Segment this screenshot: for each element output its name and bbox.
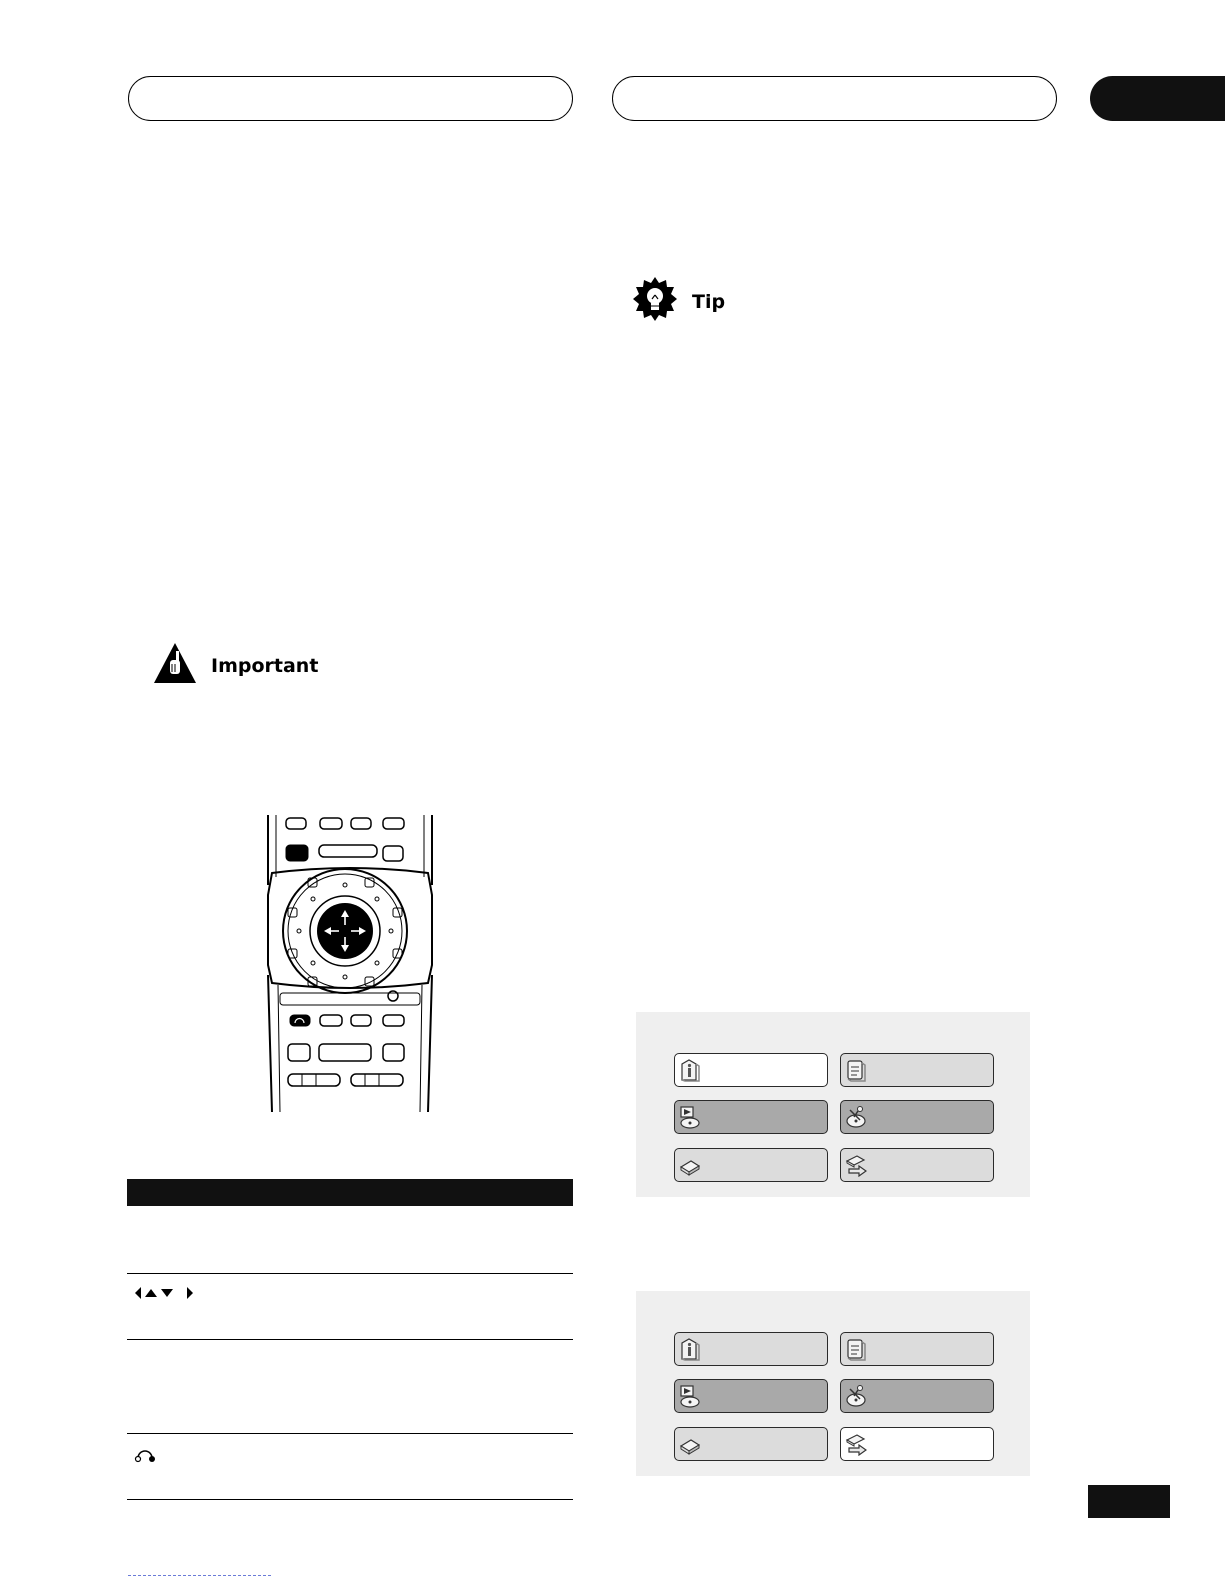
tip-callout [632,276,725,327]
tip-label: Tip [692,290,726,313]
clipboard-icon [845,1337,867,1361]
warning-hand-icon [153,642,197,689]
disc-play-icon [679,1384,701,1408]
menu-button[interactable] [674,1053,828,1087]
remote-control-illustration [262,815,438,1112]
chapter-tab [1090,76,1225,121]
header-pill-left [128,76,573,121]
footer-link-line [128,1575,271,1577]
menu-button[interactable] [674,1427,828,1461]
return-icon [131,1444,161,1469]
info-icon [679,1337,701,1361]
lightbulb-icon [632,276,678,327]
menu-panel-1 [636,1012,1030,1197]
menu-button[interactable] [674,1100,828,1134]
menu-button[interactable] [840,1053,994,1087]
disc-setup-icon [845,1384,867,1408]
menu-button[interactable] [674,1148,828,1182]
copy-arrow-icon [845,1153,867,1177]
disc-play-icon [679,1105,701,1129]
menu-panel-2 [636,1291,1030,1476]
table-row [127,1206,573,1274]
header-pill-right [612,76,1057,121]
menu-button[interactable] [840,1148,994,1182]
disc-setup-icon [845,1105,867,1129]
cartridge-icon [679,1432,701,1456]
menu-button[interactable] [840,1332,994,1366]
copy-arrow-icon [845,1432,867,1456]
table-row [127,1434,573,1500]
cursor-arrows-icon [131,1284,199,1307]
clipboard-icon [845,1058,867,1082]
table-row [127,1274,573,1340]
control-table [127,1179,573,1500]
important-label: Important [211,654,319,677]
menu-button[interactable] [840,1100,994,1134]
info-icon [679,1058,701,1082]
menu-button[interactable] [674,1379,828,1413]
important-callout [153,642,318,689]
table-row [127,1340,573,1434]
menu-button[interactable] [840,1379,994,1413]
cartridge-icon [679,1153,701,1177]
menu-button[interactable] [674,1332,828,1366]
table-header [127,1179,573,1206]
menu-button[interactable] [840,1427,994,1461]
page-number-box [1088,1485,1170,1518]
